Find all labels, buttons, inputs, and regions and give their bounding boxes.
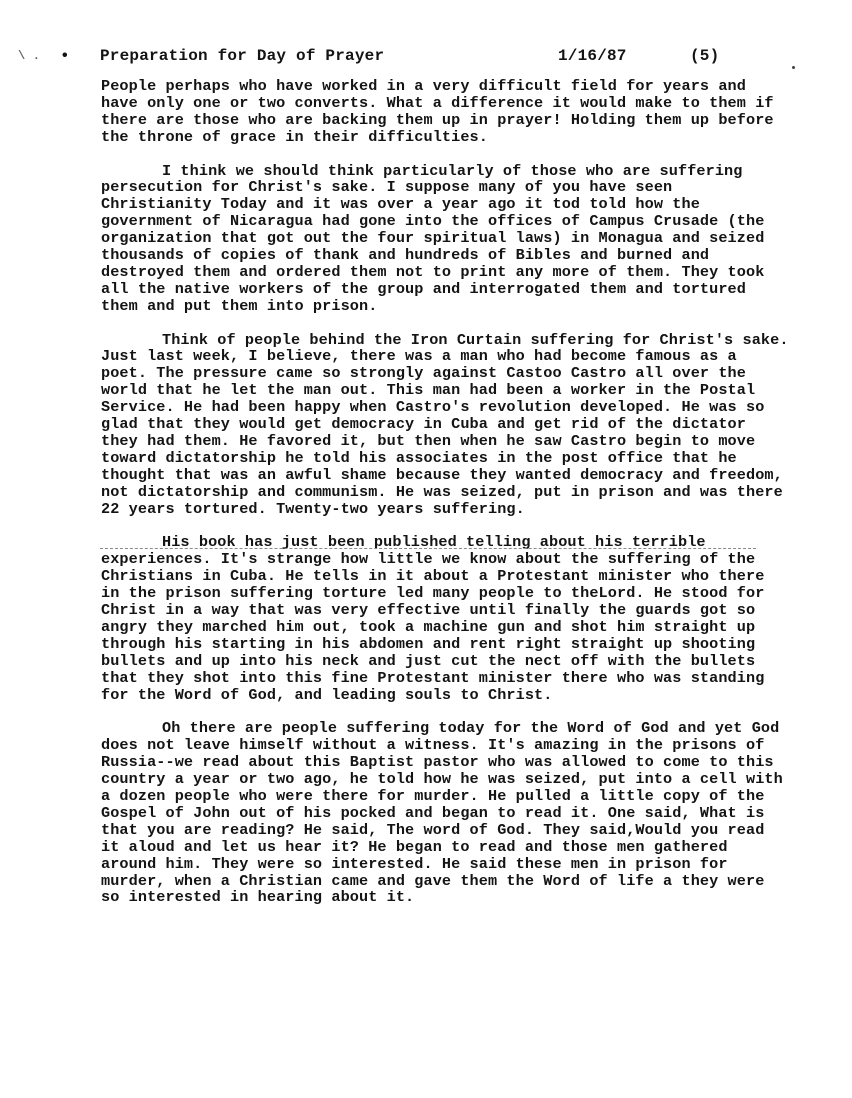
- paragraph-3: Think of people behind the Iron Curtain suffering for Christ's sake. Just last week, I believe, there was a man who had become famous as a poet. The pressure came so strongly against Castoo Castro all over the world that he let the man out. This man had been a worker in the Postal Service. He had been happy when Castro's revolution developed. He was so glad that they would get democracy in Cuba and get rid of the dictator they had them. He favored it, but then when he saw Castro begin to move toward dictatorship he told his associates in the post office that he thought that was an awful shame because they wanted democracy and freedom, not dictatorship and communism. He was seized, put in prison and was there 22 years tortured. Twenty-two years suffering.: [101, 330, 789, 518]
- page-number: (5): [690, 47, 720, 65]
- paragraph-1: People perhaps who have worked in a very difficult field for years and have only one or two converts. What a difference it would make to them if there are those who are backing them up in prayer! Holding them up before the throne of grace in their difficulties.: [101, 77, 774, 146]
- paragraph-5: Oh there are people suffering today for the Word of God and yet God does not leave himself without a witness. It's amazing in the prisons of Russia--we read about this Baptist pastor who was allowed to come to this country a year or two ago, he told how he was seized, put into a cell with a dozen people who were there for murder. He pulled a little copy of the Gospel of John out of his pocked and began to read it. One said, What is that you are reading? He said, The word of God. They said,Would you read it aloud and let us hear it? He began to read and those men gathered around him. They were so interested. He said these men in prison for murder, when a Christian came and gave them the Word of life a they were so interested in hearing about it.: [101, 719, 783, 907]
- page-header: [0, 22, 852, 65]
- body-text: [101, 78, 791, 923]
- header-bullet: •: [60, 47, 70, 65]
- paragraph-4: His book has just been published telling about his terrible experiences. It's strange how little we know about the suffering of the Christians in Cuba. He tells in it about a Protestant minister who there in the prison suffering torture led many people to theLord. He stood for Christ in a way that was very effective until finally the guards got so angry they marched him out, took a machine gun and shot him straight up through his starting in his abdomen and rent right straight up shooting bullets and up into his neck and just cut the nect off with the bullets that they shot into this fine Protestant minister there who was standing for the Word of God, and leading souls to Christ.: [101, 533, 765, 704]
- stray-mark: [792, 66, 795, 69]
- document-date: 1/16/87: [558, 47, 627, 65]
- paragraph-2: I think we should think particularly of those who are suffering persecution for Christ's sake. I suppose many of you have seen Christianity Today and it was over a year ago it tod told how the government of Nicaragua had gone into the offices of Campus Crusade (the organization that got out the four spiritual laws) in Monagua and seized thousands of copies of thank and hundreds of Bibles and burned and destroyed them and ordered them not to print any more of them. They took all the native workers of the group and interrogated them and tortured them and put them into prison.: [101, 161, 765, 315]
- margin-marks: \ .: [18, 49, 41, 63]
- typed-strike-line: [100, 548, 756, 549]
- document-title: Preparation for Day of Prayer: [100, 47, 385, 65]
